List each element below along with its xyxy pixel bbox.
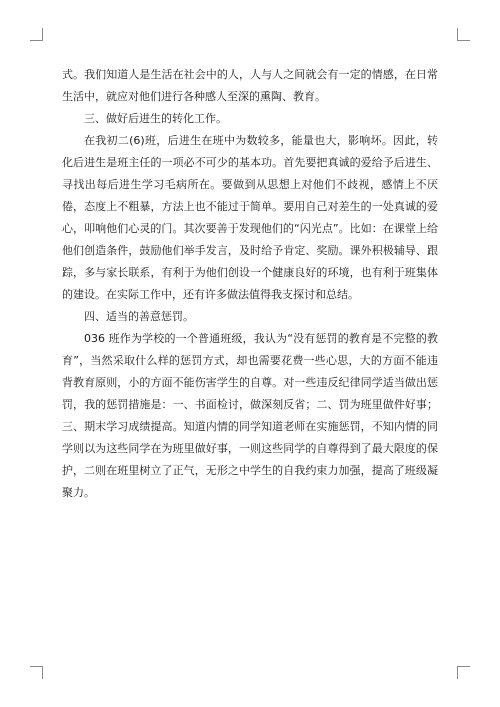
page-corner-mark-top-left <box>30 28 43 41</box>
paragraph-punishment: 036 班作为学校的一个普通班级，我认为“没有惩罚的教育是不完整的教育”，当然采取什么样的惩罚方式，却也需要花费一些心思，大的方面不能违背教育原则，小的方面不能伤害学生的自尊。对一些违反纪律同学适当做出惩罚，我的惩罚措施是：一、书面检讨，做深刻反省；二、罚为班里做件好事；三、期末学习成绩提高。知道内情的同学知道老师在实施惩罚，不知内情的同学则以为这些同学在为班里做好事，一则这些同学的自尊得到了最大限度的保护，二则在班里树立了正气，无形之中学生的自我约束力加强，提高了班级凝聚力。 <box>62 332 438 499</box>
paragraph-continuation: 式。我们知道人是生活在社会中的人，人与人之间就会有一定的情感，在日常生活中，就应对他们进行各种感人至深的熏陶、教育。 <box>62 68 438 103</box>
section-heading-four: 四、适当的善意惩罚。 <box>84 310 194 323</box>
page-corner-mark-top-right <box>457 28 470 41</box>
page-corner-mark-bottom-right <box>457 666 470 679</box>
section-heading-three: 三、做好后进生的转化工作。 <box>84 112 227 125</box>
paragraph-transform-students: 在我初二(6)班，后进生在班中为数较多，能量也大，影响坏。因此，转化后进生是班主任的一项必不可少的基本功。首先要把真诚的爱给予后进生、寻找出每后进生学习毛病所在。要做到从思想上对他们不歧视，感情上不厌倦，态度上不粗暴，方法上也不能过于简单。要用自己对差生的一处真诚的爱心，叩响他们心灵的门。其次要善于发现他们的“闪光点”。比如：在课堂上给他们创造条件，鼓励他们举手发言，及时给予肯定、奖励。课外积极辅导、跟踪，多与家长联系，有利于为他们创设一个健康良好的环境，也有利于班集体的建设。在实际工作中，还有许多做法值得我支探讨和总结。 <box>62 134 438 301</box>
page-corner-mark-bottom-left <box>30 666 43 679</box>
document-body <box>62 64 438 504</box>
